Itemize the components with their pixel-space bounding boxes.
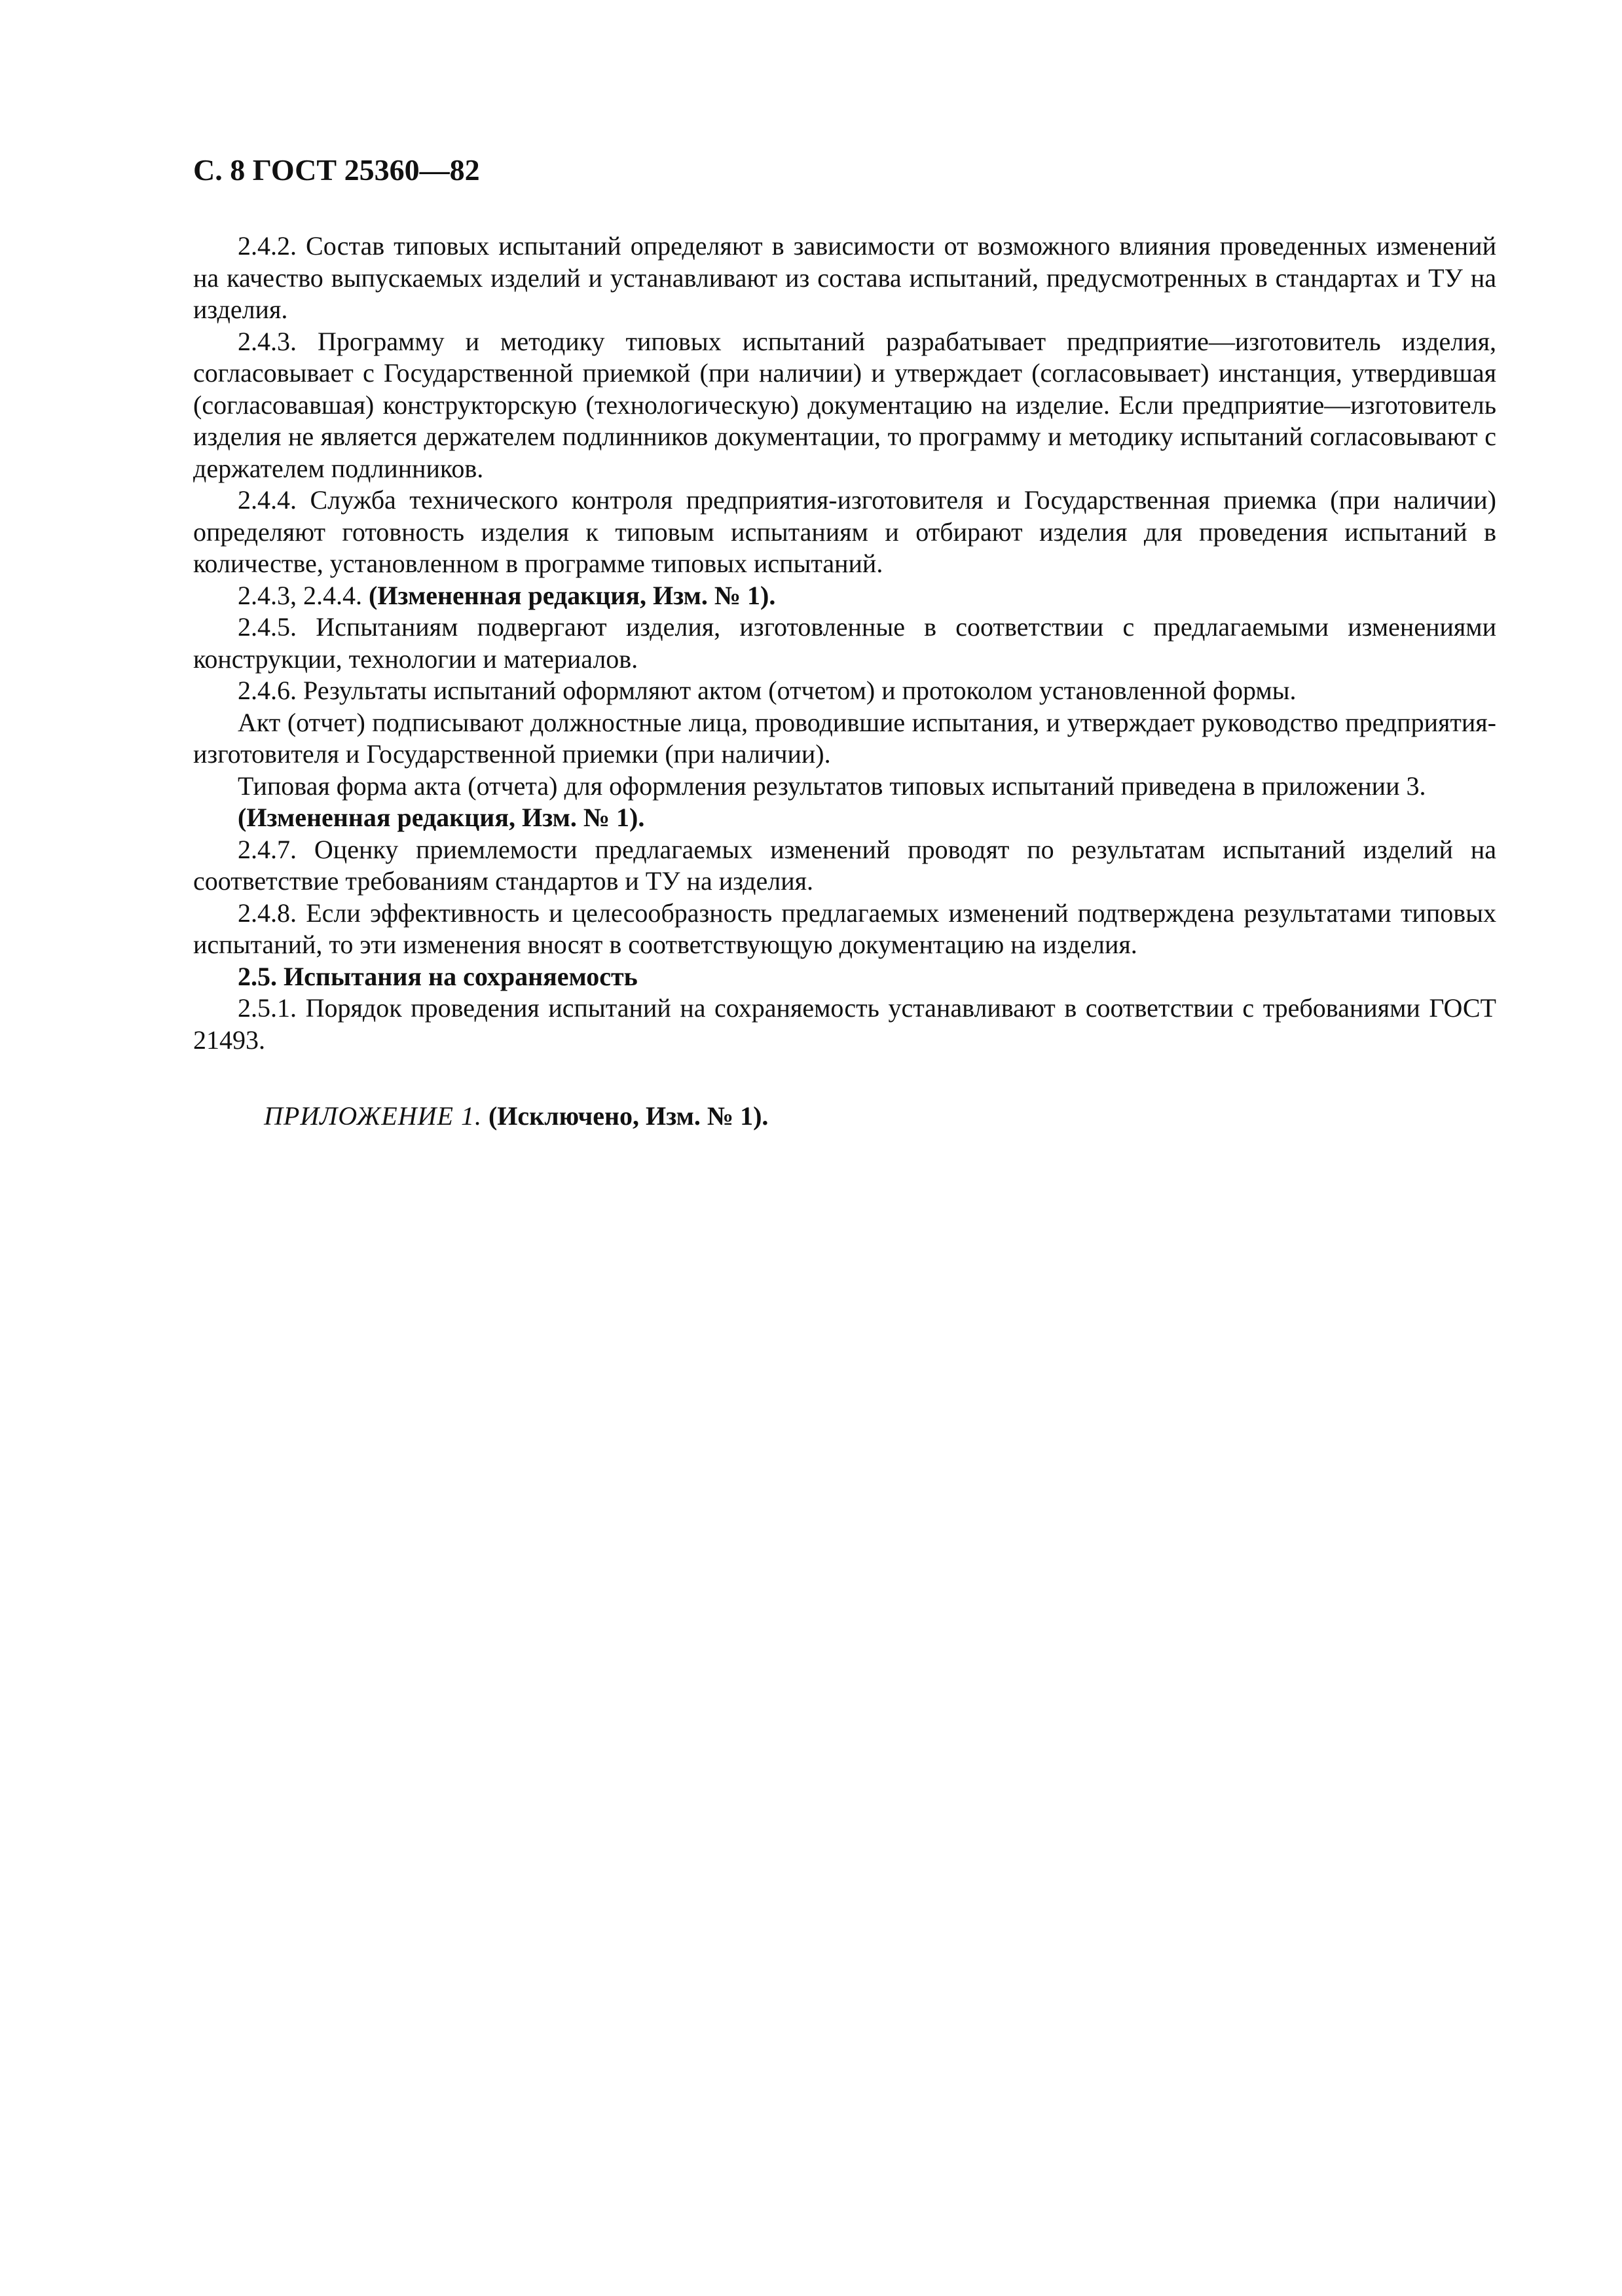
- page-header: С. 8 ГОСТ 25360—82: [193, 153, 480, 187]
- paragraph-text: 2.4.4. Служба технического контроля предприятия-изготовителя и Государственная приемка (при наличии) определяют готовность изделия к типовым испытаниям и отбирают изделия для проведения испытаний в количестве, установленном в программе типовых испытаний.: [193, 485, 1496, 578]
- amendment-text: (Измененная редакция, Изм. № 1).: [238, 803, 645, 832]
- paragraph-2-4-3: [193, 326, 1496, 485]
- section-heading-2-5: [193, 961, 1496, 993]
- paragraph-act-signing: [193, 707, 1496, 771]
- paragraph-2-4-7: [193, 834, 1496, 898]
- paragraph-2-4-2: [193, 230, 1496, 326]
- paragraph-act-form: [193, 771, 1496, 803]
- document-body: [193, 230, 1496, 1056]
- section-heading-text: 2.5. Испытания на сохраняемость: [238, 961, 638, 991]
- paragraph-text: 2.4.3. Программу и методику типовых испытаний разрабатывает предприятие—изготовитель изделия, согласовывает с Государственной приемкой (при наличии) и утверждает (согласовывает) инстанция, утвердившая (согласовавшая) конструкторскую (технологическую) документацию на изделие. Если предприятие—изготовитель изделия не является держателем подлинников документации, то программу и методику испытаний согласовывают с держателем подлинников.: [193, 326, 1496, 483]
- paragraph-text: Типовая форма акта (отчета) для оформления результатов типовых испытаний приведена в приложении 3.: [238, 771, 1426, 801]
- paragraph-text: 2.4.8. Если эффективность и целесообразность предлагаемых изменений подтверждена результатами типовых испытаний, то эти изменения вносят в соответствующую документацию на изделия.: [193, 898, 1496, 959]
- appendix-label: ПРИЛОЖЕНИЕ 1.: [264, 1101, 482, 1131]
- paragraph-text: 2.4.2. Состав типовых испытаний определяют в зависимости от возможного влияния проведенных изменений на качество выпускаемых изделий и устанавливают из состава испытаний, предусмотренных в стандартах и ТУ на изделия.: [193, 231, 1496, 324]
- paragraph-text: 2.4.3, 2.4.4.: [238, 580, 369, 610]
- paragraph-2-4-8: [193, 898, 1496, 961]
- paragraph-2-4-5: [193, 611, 1496, 675]
- paragraph-text: Акт (отчет) подписывают должностные лица, проводившие испытания, и утверждает руководство предприятия-изготовителя и Государственной приемки (при наличии).: [193, 707, 1496, 769]
- amendment-note-2-4-6: [193, 802, 1496, 834]
- document-page: [193, 151, 1496, 1133]
- amendment-note-2-4-3-2-4-4: [193, 580, 1496, 612]
- paragraph-2-4-6: [193, 675, 1496, 707]
- paragraph-text: 2.5.1. Порядок проведения испытаний на сохраняемость устанавливают в соответствии с требованиями ГОСТ 21493.: [193, 993, 1496, 1055]
- appendix-status: (Исключено, Изм. № 1).: [481, 1101, 769, 1131]
- paragraph-text: 2.4.6. Результаты испытаний оформляют актом (отчетом) и протоколом установленной формы.: [238, 676, 1297, 705]
- appendix-note: [193, 1101, 1496, 1133]
- paragraph-2-4-4: [193, 484, 1496, 580]
- paragraph-2-5-1: [193, 993, 1496, 1056]
- paragraph-text: 2.4.5. Испытаниям подвергают изделия, изготовленные в соответствии с предлагаемыми изменениями конструкции, технологии и материалов.: [193, 612, 1496, 674]
- amendment-text: (Измененная редакция, Изм. № 1).: [369, 580, 776, 610]
- paragraph-text: 2.4.7. Оценку приемлемости предлагаемых изменений проводят по результатам испытаний изделий на соответствие требованиям стандартов и ТУ на изделия.: [193, 834, 1496, 896]
